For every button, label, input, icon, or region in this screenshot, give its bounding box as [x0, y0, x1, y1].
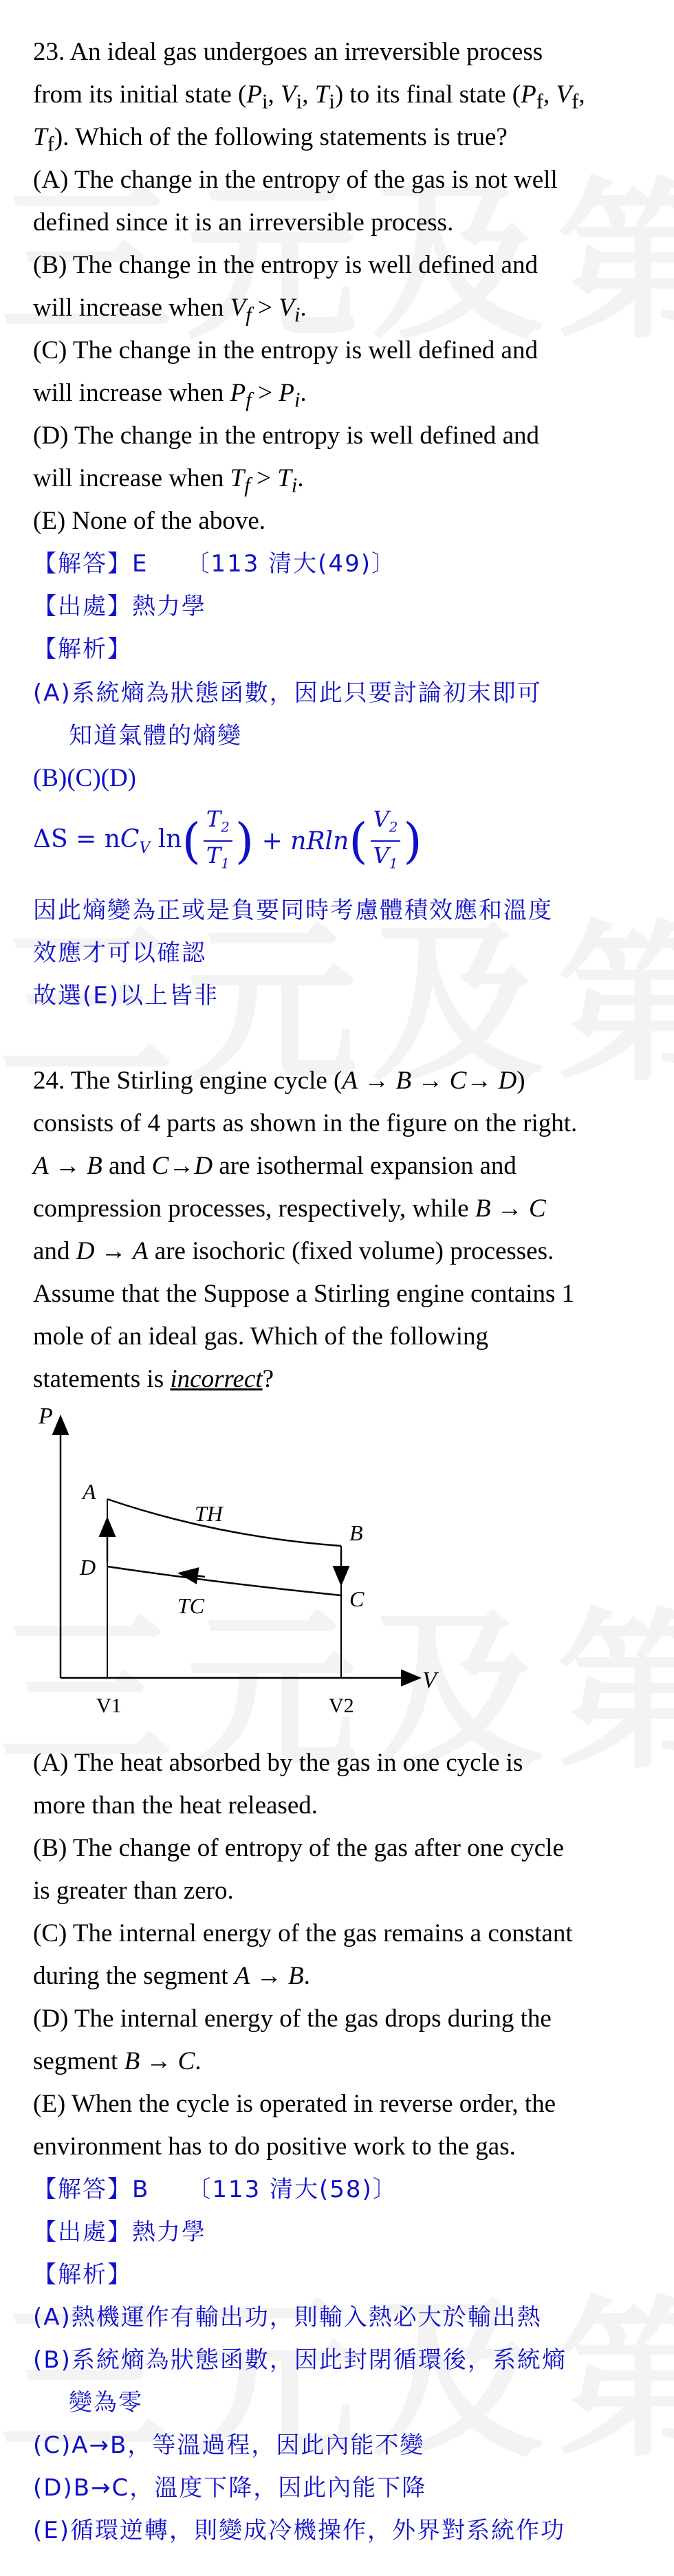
- tc-label: TC: [177, 1593, 205, 1618]
- q23-stem-3: $T_f$). Which of the following statements is true?: [33, 123, 508, 156]
- q24-option-b-2: is greater than zero.: [33, 1877, 234, 1905]
- q24-explanation-3: 變為零: [69, 2389, 143, 2416]
- q24-option-e-1: (E) When the cycle is operated in reverse order, the: [33, 2090, 556, 2118]
- q24-stem-6: Assume that the Suppose a Stirling engine contains 1: [33, 1280, 575, 1308]
- q24-option-c-1: (C) The internal energy of the gas remains a constant: [33, 1919, 573, 1947]
- q23-explanation-5: 效應才可以確認: [33, 939, 206, 967]
- q24-answer: 【解答】B 〔113 清大(58)〕: [33, 2176, 398, 2203]
- q24-stem-3: A → B and C→D are isothermal expansion and: [33, 1152, 517, 1180]
- q24-stem-1: 24. The Stirling engine cycle (A → B → C→ D): [33, 1067, 525, 1095]
- q24-explanation-6: (E)循環逆轉，則變成冷機操作，外界對系統作功: [33, 2517, 566, 2544]
- q23-option-a-1: (A) The change in the entropy of the gas is not well: [33, 166, 558, 194]
- q23-analysis-label: 【解析】: [33, 635, 132, 663]
- q24-option-a-2: more than the heat released.: [33, 1791, 318, 1820]
- point-c-label: C: [349, 1586, 365, 1611]
- q23-answer: 【解答】E 〔113 清大(49)〕: [33, 550, 396, 578]
- q24-explanation-4: (C)A→B，等溫過程，因此內能不變: [33, 2432, 425, 2459]
- q24-explanation-5: (D)B→C，溫度下降，因此內能下降: [33, 2474, 427, 2502]
- q24-option-c-2: during the segment A → B.: [33, 1962, 310, 1990]
- q23-option-a-2: defined since it is an irreversible process.: [33, 208, 454, 237]
- q24-explanation-2: (B)系統熵為狀態函數，因此封閉循環後，系統熵: [33, 2346, 567, 2374]
- q23-option-e: (E) None of the above.: [33, 507, 266, 535]
- isotherm-th: [107, 1499, 341, 1546]
- q23-source: 【出處】熱力學: [33, 593, 206, 620]
- p-axis-label: P: [39, 1404, 53, 1429]
- isotherm-tc: [107, 1567, 341, 1595]
- point-a-label: A: [83, 1479, 96, 1504]
- q24-analysis-label: 【解析】: [33, 2261, 132, 2289]
- q23-explanation-6: 故選(E)以上皆非: [33, 982, 219, 1009]
- q23-option-c-2: will increase when $P_f > P_i$.: [33, 379, 307, 412]
- q24-option-a-1: (A) The heat absorbed by the gas in one cycle is: [33, 1749, 523, 1777]
- v1-label: V1: [96, 1694, 122, 1717]
- q23-stem-2: from its initial state ($P_i$, $V_i$, $T_i$) to its final state ($P_f$, $V_f$,: [33, 80, 585, 113]
- stirling-pv-diagram: [33, 1403, 446, 1726]
- q24-stem-2: consists of 4 parts as shown in the figure on the right.: [33, 1109, 578, 1137]
- q23-stem-1: 23. An ideal gas undergoes an irreversible process: [33, 38, 543, 66]
- q24-option-d-2: segment B → C.: [33, 2047, 202, 2075]
- point-d-label: D: [80, 1555, 96, 1580]
- entropy-formula: $\Delta S = nC_V$ ln ( $\frac{T_2}{T_1}$ ) + nRln ( $\frac{V_2}{V_1}$ ): [33, 805, 422, 872]
- q23-explanation-1: (A)系統熵為狀態函數，因此只要討論初末即可: [33, 679, 542, 707]
- q24-option-e-2: environment has to do positive work to the gas.: [33, 2132, 516, 2161]
- q24-source: 【出處】熱力學: [33, 2218, 206, 2246]
- v2-label: V2: [329, 1694, 354, 1717]
- th-label: TH: [195, 1501, 223, 1526]
- q24-explanation-1: (A)熱機運作有輸出功，則輸入熱必大於輸出熱: [33, 2304, 542, 2331]
- q23-option-d-2: will increase when $T_f > T_i$.: [33, 464, 304, 497]
- q23-explanation-4: 因此熵變為正或是負要同時考慮體積效應和溫度: [33, 897, 553, 924]
- q23-explanation-2: 知道氣體的熵變: [69, 722, 242, 750]
- q24-option-d-1: (D) The internal energy of the gas drops during the: [33, 2005, 552, 2033]
- q24-stem-4: compression processes, respectively, while B → C: [33, 1194, 546, 1223]
- q24-option-b-1: (B) The change of entropy of the gas after one cycle: [33, 1834, 564, 1862]
- q23-option-b-2: will increase when $V_f > V_i$.: [33, 294, 307, 327]
- q24-stem-8: statements is incorrect?: [33, 1365, 274, 1393]
- q24-stem-5: and D → A are isochoric (fixed volume) processes.: [33, 1237, 554, 1265]
- v-axis-label: V: [422, 1668, 437, 1693]
- q23-option-d-1: (D) The change in the entropy is well defined and: [33, 422, 539, 450]
- q23-explanation-3: (B)(C)(D): [33, 764, 137, 792]
- q24-stem-7: mole of an ideal gas. Which of the following: [33, 1322, 489, 1351]
- q23-option-b-1: (B) The change in the entropy is well defined and: [33, 251, 538, 279]
- point-b-label: B: [349, 1520, 363, 1545]
- q23-option-c-1: (C) The change in the entropy is well defined and: [33, 336, 538, 364]
- arrow-c-to-d: [181, 1573, 205, 1577]
